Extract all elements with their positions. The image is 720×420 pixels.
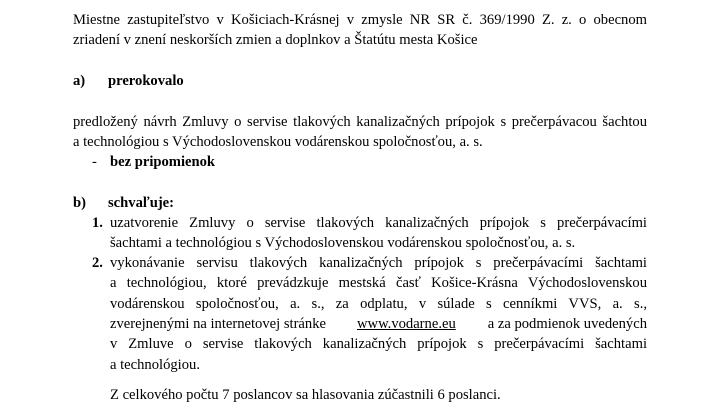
section-a-marker: a) (73, 73, 86, 89)
item-2-line-5: v Zmluve o servise tlakových kanalizačných prípojok s prečerpávacími šachtami (110, 336, 647, 352)
item-1-number: 1. (92, 215, 103, 231)
bullet-dash: - (92, 154, 97, 170)
vote-text: Z celkového počtu 7 poslancov sa hlasovania zúčastnili 6 poslanci. (110, 387, 501, 403)
item-2-line-3: vodárenskou spoločnosťou, a. s., za odplatu, v súlade s cenníkmi VVS, a. s., (110, 296, 647, 312)
section-a-text-line-2: a technológiou s Východoslovenskou vodárenskou spoločnosťou, a. s. (73, 134, 483, 150)
section-b-heading: schvaľuje: (108, 195, 175, 211)
item-1-line-1: uzatvorenie Zmluvy o servise tlakových kanalizačných prípojok s prečerpávacími (110, 215, 647, 231)
section-a-heading: prerokovalo (108, 73, 184, 89)
bullet-text: bez pripomienok (110, 154, 215, 170)
item-2-line-4-after: a za podmienok uvedených (487, 316, 647, 332)
item-2-line-4-before: zverejnenými na internetovej stránke (110, 316, 326, 332)
item-1-line-2: šachtami a technológiou s Východoslovenskou vodárenskou spoločnosťou, a. s. (110, 235, 576, 251)
item-2-number: 2. (92, 255, 103, 271)
item-2-line-2: a technológiou, ktoré prevádzkuje mestská časť Košice-Krásna Východoslovenskou (110, 275, 647, 291)
intro-line-2: zriadení v znení neskorších zmien a doplnkov a Štatútu mesta Košice (73, 32, 478, 48)
item-2-line-1: vykonávanie servisu tlakových kanalizačných prípojok s prečerpávacími šachtami (110, 255, 647, 271)
item-2-line-6: a technológiou. (110, 357, 200, 373)
section-a-text-line-1: predložený návrh Zmluvy o servise tlakových kanalizačných prípojok s prečerpávacou šachtou (73, 114, 647, 130)
section-b-marker: b) (73, 195, 86, 211)
vodarne-link[interactable]: www.vodarne.eu (357, 316, 456, 332)
intro-line-1: Miestne zastupiteľstvo v Košiciach-Krásnej v zmysle NR SR č. 369/1990 Z. z. o obecnom (73, 12, 647, 28)
